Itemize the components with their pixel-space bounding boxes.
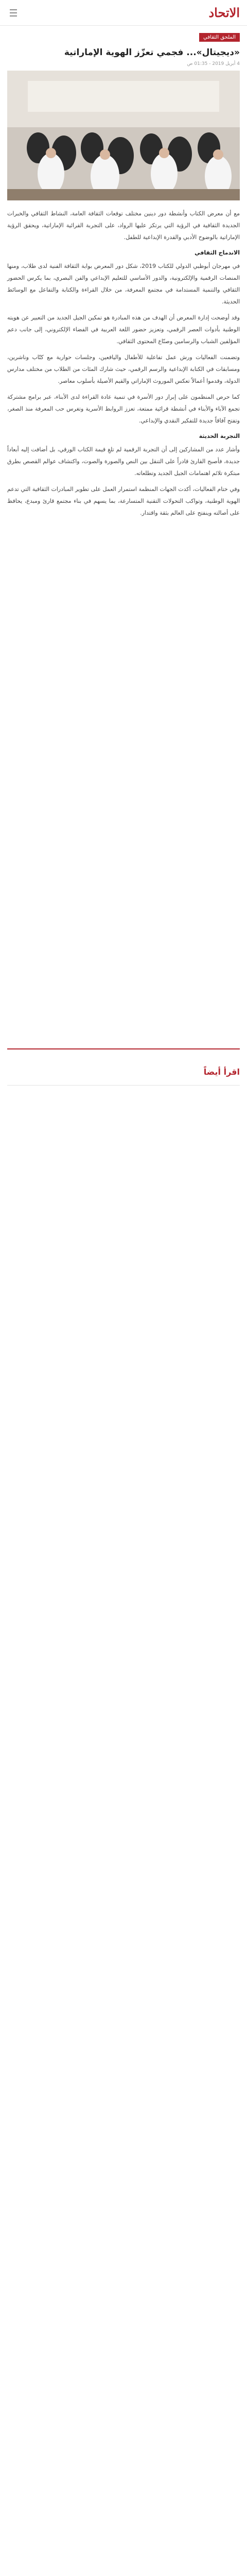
article-paragraph: في مهرجان أبوظبي الدولي للكتاب 2019، شكل دور المعرض بوابة الثقافة الفنية لدى طلاب، ومنها المنصات الرقمية والإلكترونية، والدور الأساسي للتعليم الإبداعي والفن البصري، بما يكرس الحضور الثقافي والتنمية المستدامة في مجتمع المعرفة، من خلال القراءة والكتابة والتفاعل مع الوسائط الحديثة. <box>7 263 240 305</box>
section-tag[interactable]: الملحق الثقافي <box>199 33 240 42</box>
read-also-content-area <box>0 1086 247 2576</box>
article-paragraph: وقد أوضحت إدارة المعرض أن الهدف من هذه المبادرة هو تمكين الجيل الجديد من التعبير عن هويته الوطنية بأدوات العصر الرقمي، وتعزيز حضور اللغة العربية في الفضاء الإلكتروني، إلى جانب دعم المؤلفين الشباب والرسامين وصنّاع المحتوى الثقافي. <box>7 314 240 345</box>
top-header <box>0 0 247 26</box>
section-divider <box>7 1048 240 1049</box>
article-paragraph: وتضمنت الفعاليات ورش عمل تفاعلية للأطفال واليافعين، وجلسات حوارية مع كتّاب وناشرين، ومسابقات في الكتابة الإبداعية والرسم الرقمي، حيث شارك المئات من الطلاب من مختلف مدارس الدولة، وقدموا أعمالاً تعكس الموروث الإماراتي والقيم الأصيلة بأسلوب معاصر. <box>7 354 240 384</box>
article-paragraph: كما حرص المنظمون على إبراز دور الأسرة في تنمية عادة القراءة لدى الأبناء، عبر برامج مشتركة تجمع الآباء والأبناء في أنشطة قرائية ممتعة، تعزز الروابط الأسرية وتغرس حب المعرفة منذ الصغر، وتفتح آفاقاً جديدة للتفكير النقدي والإبداعي. <box>7 394 240 424</box>
article-title: «ديجيتال»... فجمي تعزّز الهوية الإماراتية <box>64 47 240 58</box>
article-date: 4 أبريل 2019 - 01:35 ص <box>187 61 240 66</box>
article-subheading: التجربة الحديثة <box>199 433 240 439</box>
article-hero-image <box>7 71 240 200</box>
article <box>0 26 247 1060</box>
article-paragraph: مع أن معرض الكتاب وأنشطة دور دينين مختلف توقعات الثقافة العامة، النشاط الثقافي والخبرات الجديدة الثقافية في الرؤية التي يرتكز عليها الرواد، على التجربة القرائية الإماراتية، ويحقق الرؤية الإماراتية بالوضوح الأدبي والقدرة الإبداعية للطفل. <box>7 210 240 241</box>
article-subheading: الاندماج الثقافي <box>195 249 240 256</box>
read-also-section <box>0 1060 247 2576</box>
read-also-title: اقرأ أيضاً <box>203 1067 240 1077</box>
article-paragraph: وفي ختام الفعاليات، أكدت الجهات المنظمة استمرار العمل على تطوير المبادرات الثقافية التي تدعم الهوية الوطنية، وتواكب التحولات التقنية المتسارعة، بما يسهم في بناء مجتمع قارئ ومبدع، يحافظ على أصالته وينفتح على العالم بثقة واقتدار. <box>7 486 240 516</box>
site-logo[interactable]: الاتحاد <box>208 5 240 20</box>
article-whitespace <box>7 523 240 1038</box>
hamburger-icon[interactable] <box>7 7 20 19</box>
article-paragraph: وأشار عدد من المشاركين إلى أن التجربة الرقمية لم تلغِ قيمة الكتاب الورقي، بل أضافت إليه أبعاداً جديدة، فأصبح القارئ قادراً على التنقل بين النص والصورة والصوت، واكتشاف عوالم القصص بطرق مبتكرة تلائم اهتمامات الجيل الجديد وتطلعاته. <box>7 446 240 477</box>
